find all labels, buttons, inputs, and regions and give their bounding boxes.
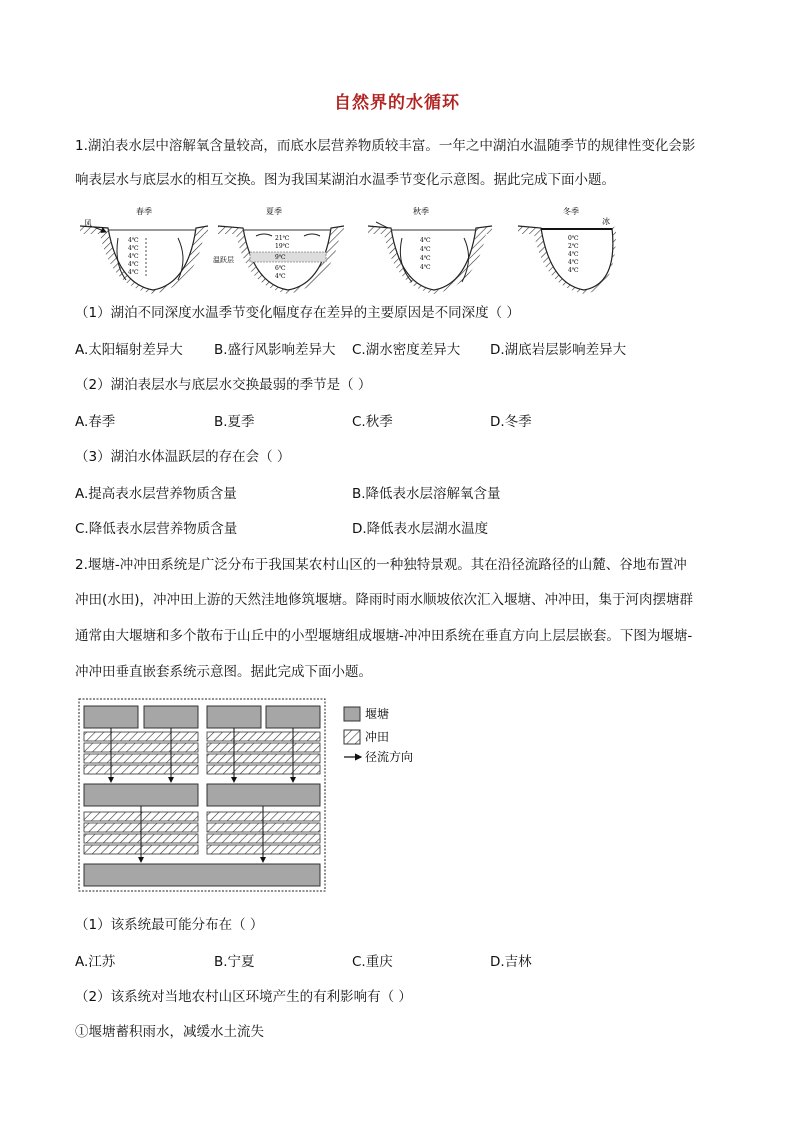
season-label-autumn: 秋季 bbox=[413, 207, 429, 216]
q2-sub2-item-1: ①堰塘蓄积雨水，减缓水土流失 bbox=[75, 1024, 264, 1040]
q1-sub3-question: （3）湖泊水体温跃层的存在会（ ） bbox=[75, 449, 291, 465]
legend-flow-label: 径流方向 bbox=[365, 750, 414, 764]
winter-temp: 4℃ bbox=[568, 267, 579, 274]
summer-lake-diagram bbox=[213, 206, 344, 294]
q2-stem-line-1: 2.堰塘-冲冲田系统是广泛分布于我国某农村山区的一种独特景观。其在沿径流路径的山麓、谷地布置冲 bbox=[75, 557, 687, 573]
season-label-spring: 春季 bbox=[136, 207, 152, 216]
spring-temp: 4℃ bbox=[128, 253, 139, 260]
summer-temp: 6℃ bbox=[275, 265, 286, 272]
option-a[interactable]: A.提高表水层营养物质含量 bbox=[75, 486, 237, 502]
q2-sub2-question: （2）该系统对当地农村山区环境产生的有利影响有（ ） bbox=[75, 989, 412, 1005]
q1-sub2-question: （2）湖泊表层水与底层水交换最弱的季节是（ ） bbox=[75, 377, 372, 393]
spring-temp: 4℃ bbox=[128, 261, 139, 268]
winter-temp: 0℃ bbox=[568, 235, 579, 242]
winter-temp: 4℃ bbox=[568, 251, 579, 258]
option-b[interactable]: B.盛行风影响差异大 bbox=[214, 342, 336, 358]
option-c[interactable]: C.重庆 bbox=[352, 954, 393, 970]
q2-stem-line-3: 通常由大堰塘和多个散布于山丘中的小型堰塘组成堰塘-冲冲田系统在垂直方向上层层嵌套。下图为堰塘- bbox=[75, 628, 693, 644]
page-title: 自然界的水循环 bbox=[334, 93, 460, 113]
option-d[interactable]: D.湖底岩层影响差异大 bbox=[490, 342, 627, 358]
pond-field-system-figure bbox=[78, 698, 428, 894]
option-c[interactable]: C.湖水密度差异大 bbox=[352, 342, 461, 358]
summer-temp: 9℃ bbox=[275, 254, 286, 261]
summer-temp: 19℃ bbox=[275, 243, 290, 250]
option-b[interactable]: B.夏季 bbox=[214, 414, 255, 430]
option-a[interactable]: A.太阳辐射差异大 bbox=[75, 342, 183, 358]
legend-field-label: 冲田 bbox=[365, 730, 390, 744]
summer-temp: 4℃ bbox=[275, 273, 286, 280]
autumn-temp: 4℃ bbox=[420, 246, 431, 253]
option-a[interactable]: A.春季 bbox=[75, 414, 116, 430]
option-d[interactable]: D.吉林 bbox=[490, 954, 532, 970]
spring-temp: 4℃ bbox=[128, 269, 139, 276]
q1-stem-line-1: 1.湖泊表水层中溶解氧含量较高，而底水层营养物质较丰富。一年之中湖泊水温随季节的规律性变化会影 bbox=[75, 138, 696, 154]
summer-temp: 21℃ bbox=[275, 235, 290, 242]
option-b[interactable]: B.宁夏 bbox=[214, 954, 255, 970]
autumn-temp: 4℃ bbox=[420, 237, 431, 244]
option-d[interactable]: D.降低表水层湖水温度 bbox=[352, 521, 489, 537]
option-d[interactable]: D.冬季 bbox=[490, 414, 532, 430]
option-c[interactable]: C.降低表水层营养物质含量 bbox=[75, 521, 238, 537]
ice-label: 冰 bbox=[602, 217, 610, 226]
lake-temperature-figure bbox=[78, 204, 618, 296]
autumn-temp: 4℃ bbox=[420, 264, 431, 271]
spring-temp: 4℃ bbox=[128, 245, 139, 252]
spring-lake-diagram bbox=[80, 206, 208, 294]
legend-pond-label: 堰塘 bbox=[365, 707, 390, 721]
thermocline-label: 温跃层 bbox=[213, 256, 234, 264]
season-label-summer: 夏季 bbox=[266, 207, 282, 216]
q1-sub1-question: （1）湖泊不同深度水温季节变化幅度存在差异的主要原因是不同深度（ ） bbox=[75, 305, 520, 321]
q2-stem-line-2: 冲田(水田)，冲冲田上游的天然洼地修筑堰塘。降雨时雨水顺坡依次汇入堰塘、冲冲田，集于河肉摆塘群 bbox=[75, 592, 694, 608]
autumn-lake-diagram bbox=[368, 206, 492, 294]
winter-temp: 2℃ bbox=[568, 243, 579, 250]
season-label-winter: 冬季 bbox=[563, 207, 579, 216]
wind-label: 风 bbox=[84, 219, 92, 228]
spring-temp: 4℃ bbox=[128, 237, 139, 244]
option-c[interactable]: C.秋季 bbox=[352, 414, 393, 430]
winter-lake-diagram bbox=[518, 206, 616, 294]
option-b[interactable]: B.降低表水层溶解氧含量 bbox=[352, 486, 501, 502]
q2-stem-line-4: 冲冲田垂直嵌套系统示意图。据此完成下面小题。 bbox=[75, 664, 372, 680]
legend-field-swatch bbox=[344, 730, 360, 744]
q1-stem-line-2: 响表层水与底层水的相互交换。图为我国某湖泊水温季节变化示意图。据此完成下面小题。 bbox=[75, 172, 615, 188]
q2-sub1-question: （1）该系统最可能分布在（ ） bbox=[75, 917, 264, 933]
option-a[interactable]: A.江苏 bbox=[75, 954, 116, 970]
legend-pond-swatch bbox=[344, 707, 360, 721]
autumn-temp: 4℃ bbox=[420, 255, 431, 262]
winter-temp: 4℃ bbox=[568, 259, 579, 266]
